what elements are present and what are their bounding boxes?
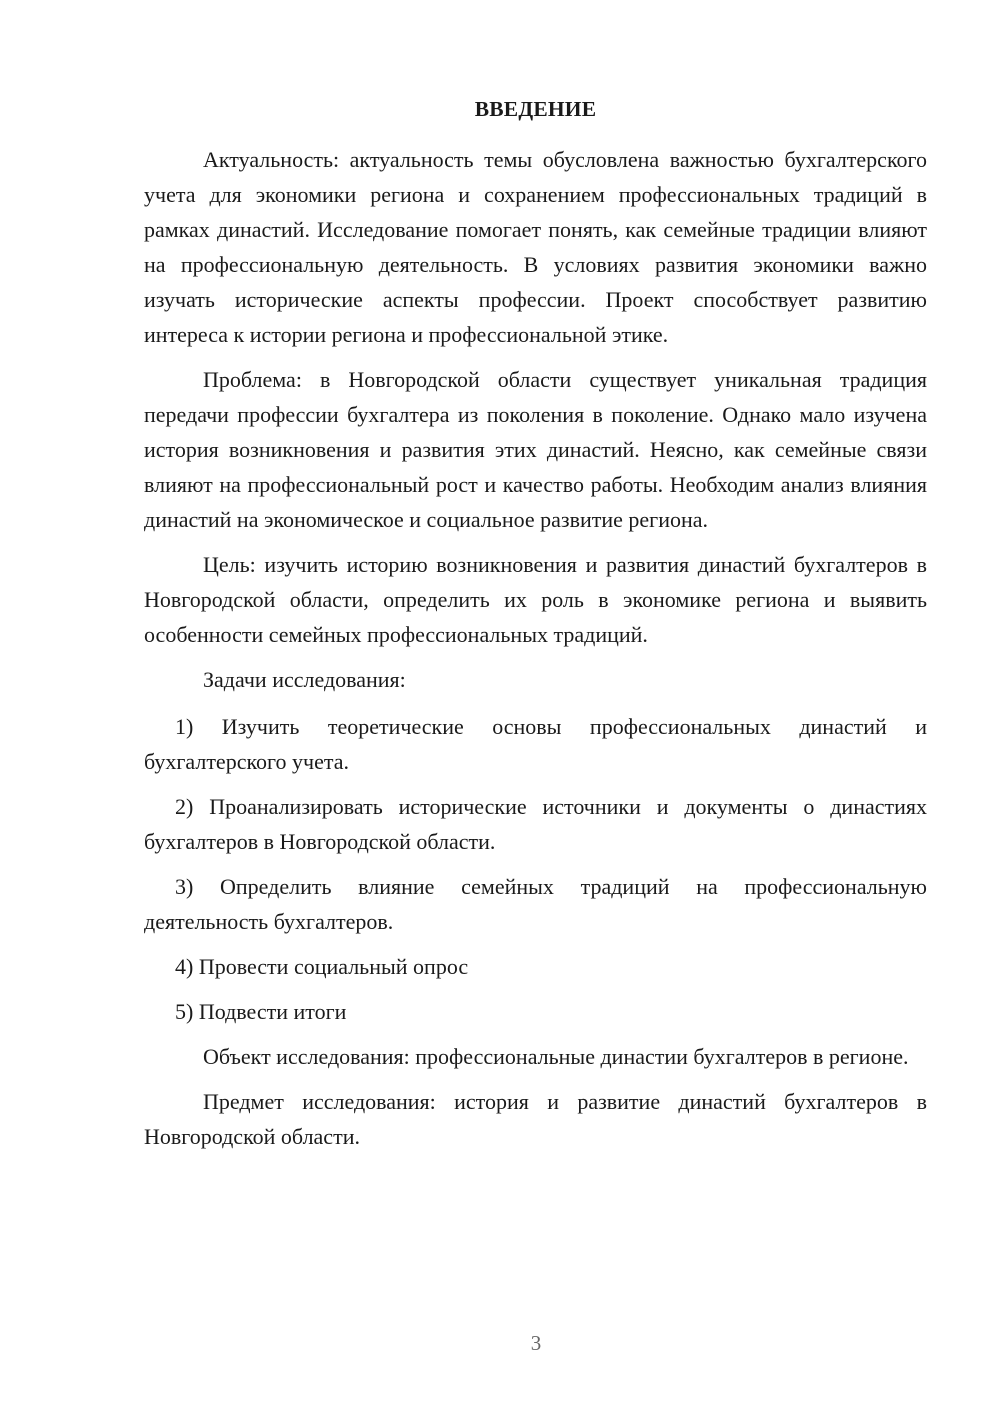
object-paragraph: Объект исследования: профессиональные династии бухгалтеров в регионе. [203, 1044, 909, 1069]
task-item-5: 5) Подвести итоги [175, 999, 347, 1024]
relevance-paragraph: Актуальность: актуальность темы обусловлена важностью бухгалтерского учета для экономики региона и сохранением профессиональных традиций в рамках династий. Исследование помогает понять, как семейные традиции влияют на профессиональную деятельность. В условиях развития экономики важно изучать исторические аспекты профессии. Проект способствует развитию интереса к истории региона и профессиональной этике. [144, 147, 927, 347]
goal-paragraph: Цель: изучить историю возникновения и развития династий бухгалтеров в Новгородской области, определить их роль в экономике региона и выявить особенности семейных профессиональных традиций. [144, 552, 927, 647]
task-item-1: 1) Изучить теоретические основы профессиональных династий и бухгалтерского учета. [144, 714, 927, 774]
tasks-list [144, 709, 927, 1029]
tasks-title: Задачи исследования: [203, 667, 406, 692]
document-body [144, 92, 927, 1164]
section-heading: ВВЕДЕНИЕ [474, 97, 597, 121]
subject-paragraph: Предмет исследования: история и развитие династий бухгалтеров в Новгородской области. [144, 1089, 927, 1149]
problem-paragraph: Проблема: в Новгородской области существует уникальная традиция передачи профессии бухгалтера из поколения в поколение. Однако мало изучена история возникновения и развития этих династий. Неясно, как семейные связи влияют на профессиональный рост и качество работы. Необходим анализ влияния династий на экономическое и социальное развитие региона. [144, 367, 927, 532]
task-item-4: 4) Провести социальный опрос [175, 954, 469, 979]
page-number: 3 [530, 1331, 542, 1355]
task-item-3: 3) Определить влияние семейных традиций на профессиональную деятельность бухгалтеров. [144, 874, 927, 934]
task-item-2: 2) Проанализировать исторические источники и документы о династиях бухгалтеров в Новгородской области. [144, 794, 927, 854]
